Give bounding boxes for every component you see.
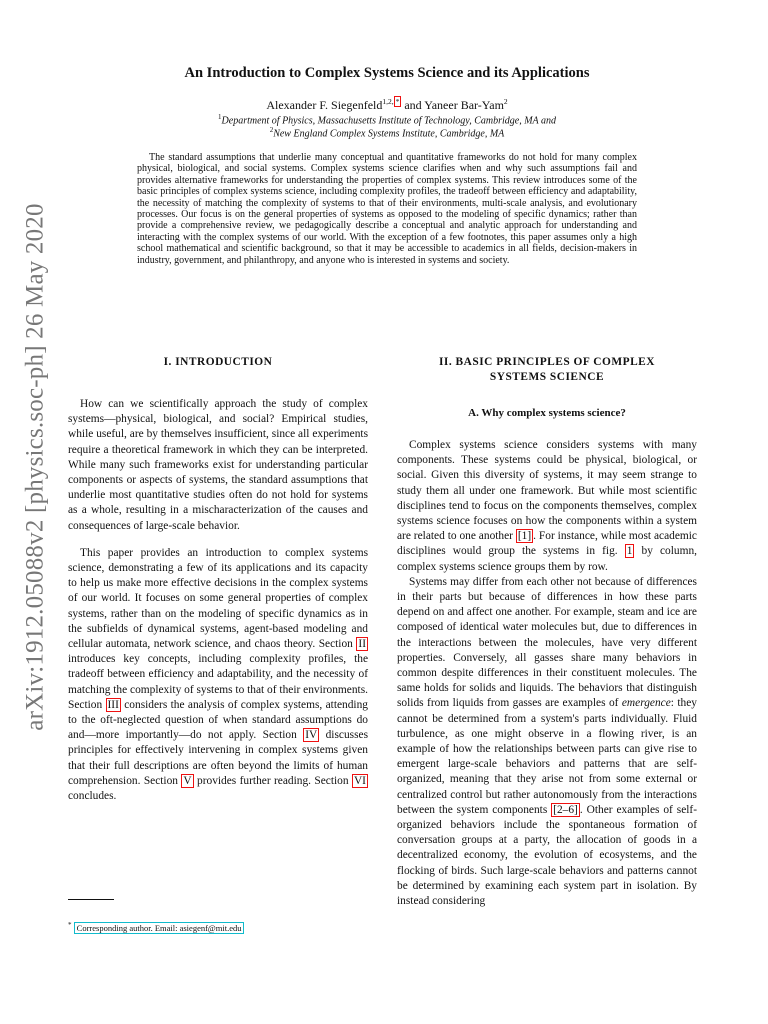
arxiv-identifier-text: arXiv:1912.05088v2 [physics.soc-ph] 26 May 2020 [22,203,49,731]
footnote [68,921,244,933]
author-superscript: 1,2, * [382,97,400,106]
right-column [397,355,697,909]
emphasis-term: emergence [621,697,671,710]
corresponding-author-link[interactable]: * [395,97,400,106]
citation-link[interactable]: [1] [517,530,532,543]
figure-link[interactable]: 1 [626,545,633,558]
paragraph: This paper provides an introduction to complex systems science, demonstrating a few of its applications and its capacity to help us make more effective decisions in the complex systems of our world. It focuses on some general properties of complex systems, rather than on the modeling of specific dynamics as in the subfields of dynamical systems, agent-based modeling and cellular automata, network science, and chaos theory. Section II introduces key concepts, including complexity profiles, the tradeoff between efficiency and adaptability, and the necessity of matching the complexity of systems to that of their environments. Section III considers the analysis of complex systems, attending to the oft-neglected question of when standard assumptions do and—more importantly—do not apply. Section IV discusses principles for effectively intervening in complex systems given that their full descriptions are often beyond the limits of human comprehension. Section V provides further reading. Section VI concludes. [68,546,369,803]
author-name: Alexander F. Siegenfeld [266,98,383,112]
section-link[interactable]: II [358,638,366,651]
author-name: Yaneer Bar-Yam [424,98,504,112]
affiliation: $^1$Department of Physics, Massachusetts Institute of Technology, Cambridge, MA and [218,113,556,127]
affiliation: $^2$New England Complex Systems Institute, Cambridge, MA [269,126,505,140]
subsection-heading: A. Why complex systems science? [468,407,626,419]
arxiv-identifier [18,203,54,731]
author-conjunction: and [401,98,425,112]
footnote-divider [68,899,114,900]
section-link[interactable]: V [183,774,192,787]
section-heading: II. BASIC PRINCIPLES OF COMPLEX SYSTEMS SCIENCE [438,356,656,383]
abstract: The standard assumptions that underlie many conceptual and quantitative frameworks do not hold for many complex physical, biological, and social systems. Complex systems science clarifies when and why such assumptions fail and provides alternative frameworks for understanding the properties of complex systems. This review introduces some of the basic principles of complex systems science, including complexity profiles, the tradeoff between efficiency and adaptability, the necessity of matching the complexity of systems to that of their environments, multi-scale analysis, and evolutionary processes. Our focus is on the general properties of systems as opposed to the modeling of specific dynamics; rather than provide a comprehensive review, we pedagogically describe a conceptual and analytic approach for understanding and interacting with the complex systems of our world. With the exception of a few footnotes, this paper assumes only a high school mathematical and scientific background, so that it may be accessible to academics in all fields, decision-makers in industry, government, and philanthropy, and anyone who is interested in systems and society. [137,152,637,266]
paragraph: Systems may differ from each other not because of differences in their parts but because of differences in how these parts depend on and affect one another. For example, steam and ice are composed of identical water molecules but, due to differences in the interactions between the molecules, have very different properties. Conversely, all gasses share many behaviors in common despite differences in their constituent molecules. The same holds for solids and liquids. The behaviors that distinguish solids from liquids from gasses are examples of emergence: they cannot be determined from a system's parts individually. Fluid turbulence, as one might observe in a flowing river, is an example of how the relationships between parts can give rise to emergent large-scale behaviors and patterns that are self-organized, meaning that they arise not from some external or centralized control but rather autonomously from the interactions between the system components [2–6] . Other examples of self-organized behaviors include the spontaneous formation of conversation groups at a party, the allocation of goods in a decentralized economy, the evolution of ecosystems, and the flocking of birds. Such large-scale behaviors and patterns cannot be determined by examining each system part in isolation. By instead considering [397,575,697,908]
paper-title: An Introduction to Complex Systems Science and its Applications [184,65,590,81]
section-link[interactable]: VI [353,774,366,787]
section-heading: I. INTRODUCTION [163,356,273,368]
email-link[interactable]: Corresponding author. Email: asiegenf@mit.edu [74,922,245,934]
author-line [100,97,674,113]
section-link[interactable]: IV [305,729,318,742]
paragraph: How can we scientifically approach the study of complex systems—physical, biological, and social? Empirical studies, while useful, are by themselves insufficient, since all experiments require a theoretical framework in which they can be interpreted. While many such frameworks exist for understanding particular components or aspects of systems, the standard assumptions that underlie most quantitative studies often do not hold for systems as a whole, resulting in a mischaracterization of the causes and consequences of large-scale behavior. [68,398,368,532]
author-superscript: 2 [503,97,508,106]
citation-link[interactable]: [2–6] [553,803,578,816]
paragraph: Complex systems science considers systems with many components. These systems could be physical, biological, or social. Given this diversity of systems, it may seem strange to study them all under one framework. But while most scientific disciplines tend to focus on the components themselves, complex systems science focuses on how the components within a system are related to one another [1] . For instance, while most academic disciplines would group the systems in fig. 1 by column, complex systems science groups them by row. [397,439,697,573]
footnote-marker: * [68,921,72,929]
left-column [68,355,368,804]
section-link[interactable]: III [107,698,119,711]
